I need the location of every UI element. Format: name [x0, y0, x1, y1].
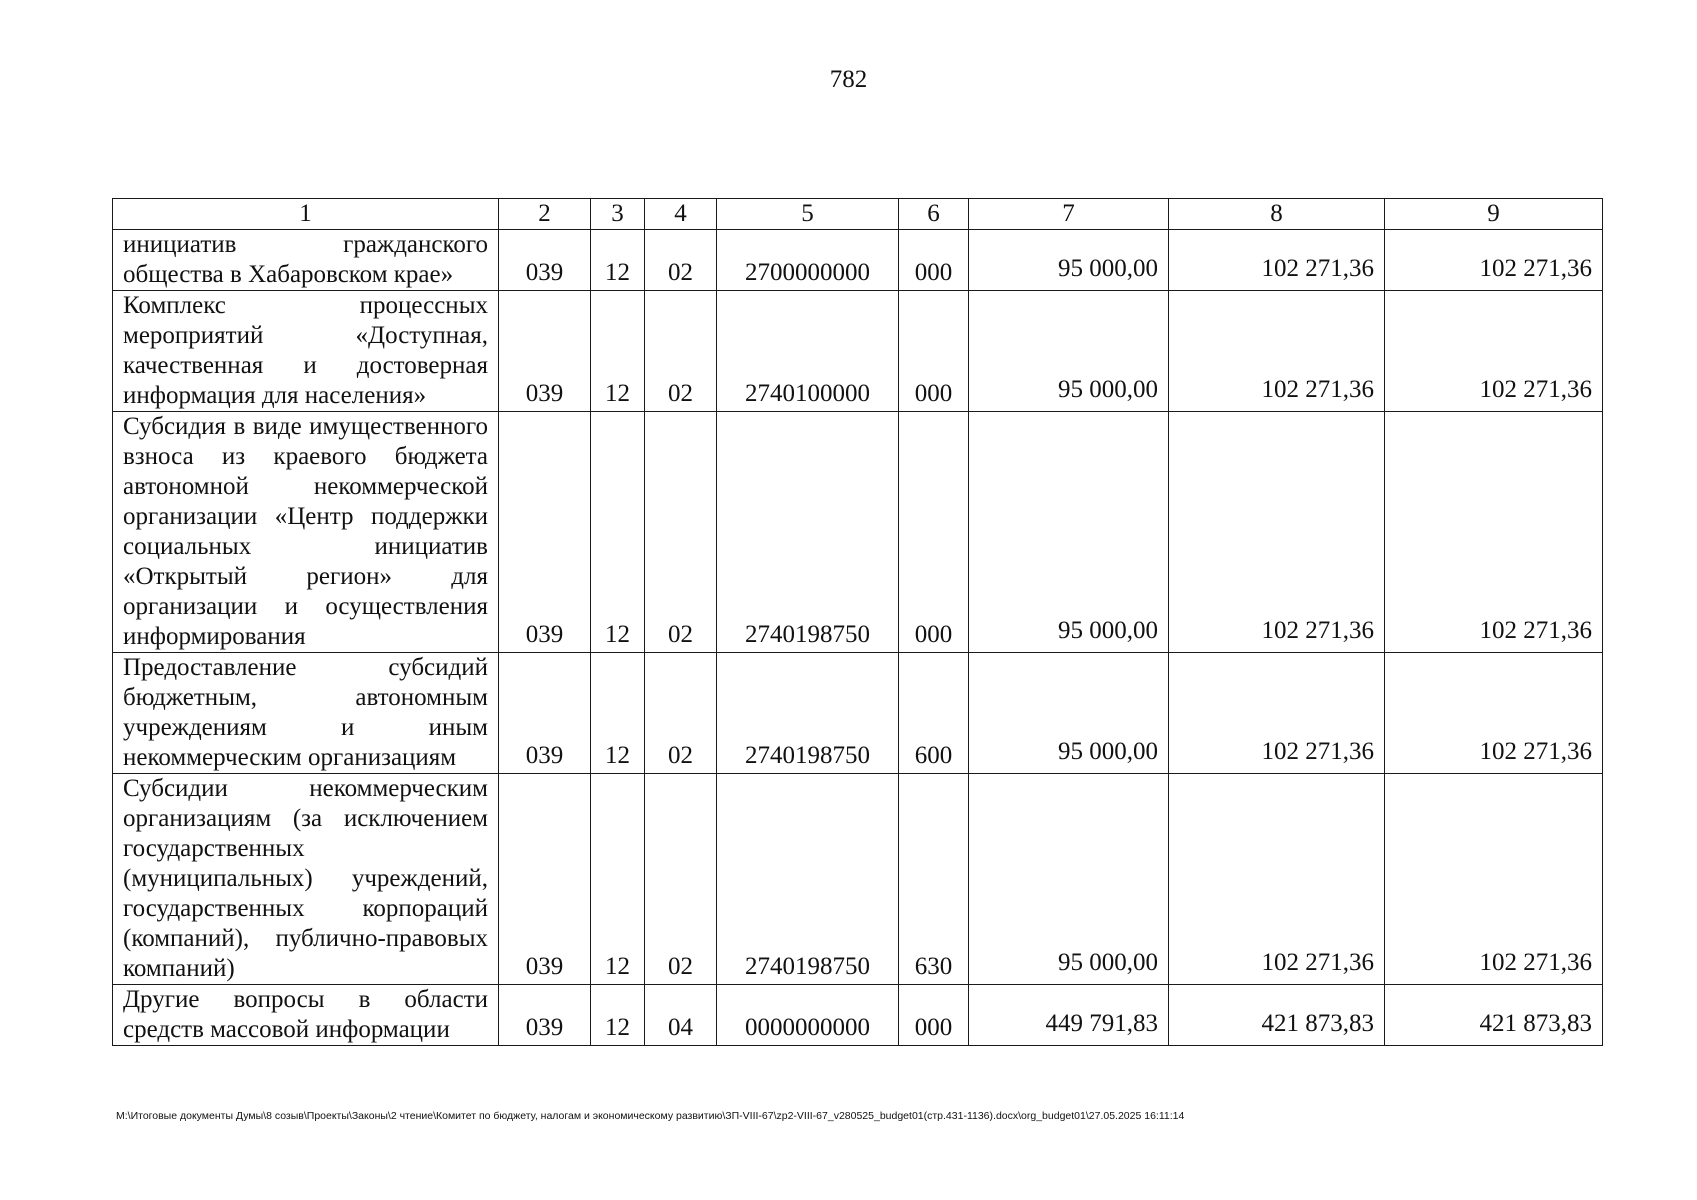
column-header: 3: [591, 199, 645, 230]
cell-expense-type: 000: [899, 412, 969, 653]
cell-expense-type: 000: [899, 291, 969, 412]
cell-amount-col9: 102 271,36: [1385, 412, 1603, 653]
row-name: Субсидии некоммерческим организациям (за исключением государственных (муниципальных) учреждений, государственных корпораций (компаний), публично-правовых компаний): [113, 774, 499, 985]
page-number: 782: [829, 66, 868, 93]
cell-ministry-code: 039: [499, 653, 591, 774]
cell-ministry-code: 039: [499, 774, 591, 985]
table-row: [113, 985, 1603, 1046]
cell-amount-col7: 95 000,00: [969, 774, 1169, 985]
cell-target-article: 2740198750: [717, 774, 899, 985]
column-header: 5: [717, 199, 899, 230]
column-header: 1: [113, 199, 499, 230]
cell-subsection: 02: [645, 412, 717, 653]
row-name: инициатив гражданского общества в Хабаровском крае»: [113, 230, 499, 291]
cell-target-article: 2740198750: [717, 412, 899, 653]
document-file-path: M:\Итоговые документы Думы\8 созыв\Проекты\Законы\2 чтение\Комитет по бюджету, налогам и экономическому развитию\ЗП-VIII-67\zp2-VIII-67_v280525_budget01(стр.431-1136).docx\org_budget01\27.05.2025 16:11:14: [116, 1110, 1185, 1122]
row-name: Другие вопросы в области средств массовой информации: [113, 985, 499, 1046]
cell-section: 12: [591, 985, 645, 1046]
cell-amount-col9: 102 271,36: [1385, 230, 1603, 291]
cell-subsection: 02: [645, 230, 717, 291]
cell-amount-col7: 95 000,00: [969, 230, 1169, 291]
column-header: 6: [899, 199, 969, 230]
cell-ministry-code: 039: [499, 291, 591, 412]
table-header-row: [113, 199, 1603, 230]
cell-section: 12: [591, 774, 645, 985]
column-header: 8: [1169, 199, 1385, 230]
budget-table: [112, 198, 1603, 1046]
cell-expense-type: 600: [899, 653, 969, 774]
cell-subsection: 02: [645, 774, 717, 985]
cell-section: 12: [591, 653, 645, 774]
cell-ministry-code: 039: [499, 230, 591, 291]
cell-expense-type: 000: [899, 985, 969, 1046]
cell-amount-col9: 102 271,36: [1385, 291, 1603, 412]
cell-subsection: 04: [645, 985, 717, 1046]
cell-expense-type: 630: [899, 774, 969, 985]
table-row: [113, 230, 1603, 291]
column-header: 2: [499, 199, 591, 230]
cell-ministry-code: 039: [499, 412, 591, 653]
cell-amount-col7: 449 791,83: [969, 985, 1169, 1046]
row-name: Субсидия в виде имущественного взноса из краевого бюджета автономной некоммерческой организации «Центр поддержки социальных инициатив «Открытый регион» для организации и осуществления информирования: [113, 412, 499, 653]
column-header: 9: [1385, 199, 1603, 230]
table-row: [113, 412, 1603, 653]
cell-amount-col8: 102 271,36: [1169, 774, 1385, 985]
cell-target-article: 2700000000: [717, 230, 899, 291]
column-header: 4: [645, 199, 717, 230]
cell-section: 12: [591, 230, 645, 291]
cell-amount-col9: 421 873,83: [1385, 985, 1603, 1046]
cell-ministry-code: 039: [499, 985, 591, 1046]
cell-target-article: 2740198750: [717, 653, 899, 774]
table-row: [113, 291, 1603, 412]
cell-amount-col8: 102 271,36: [1169, 291, 1385, 412]
cell-amount-col7: 95 000,00: [969, 291, 1169, 412]
cell-amount-col8: 102 271,36: [1169, 412, 1385, 653]
cell-expense-type: 000: [899, 230, 969, 291]
table-row: [113, 774, 1603, 985]
cell-amount-col8: 102 271,36: [1169, 230, 1385, 291]
cell-subsection: 02: [645, 291, 717, 412]
cell-amount-col8: 102 271,36: [1169, 653, 1385, 774]
cell-amount-col9: 102 271,36: [1385, 774, 1603, 985]
row-name: Предоставление субсидий бюджетным, автономным учреждениям и иным некоммерческим организациям: [113, 653, 499, 774]
cell-target-article: 2740100000: [717, 291, 899, 412]
cell-amount-col9: 102 271,36: [1385, 653, 1603, 774]
cell-amount-col7: 95 000,00: [969, 653, 1169, 774]
row-name: Комплекс процессных мероприятий «Доступная, качественная и достоверная информация для населения»: [113, 291, 499, 412]
cell-target-article: 0000000000: [717, 985, 899, 1046]
cell-section: 12: [591, 412, 645, 653]
cell-amount-col7: 95 000,00: [969, 412, 1169, 653]
cell-subsection: 02: [645, 653, 717, 774]
column-header: 7: [969, 199, 1169, 230]
cell-section: 12: [591, 291, 645, 412]
cell-amount-col8: 421 873,83: [1169, 985, 1385, 1046]
table-row: [113, 653, 1603, 774]
